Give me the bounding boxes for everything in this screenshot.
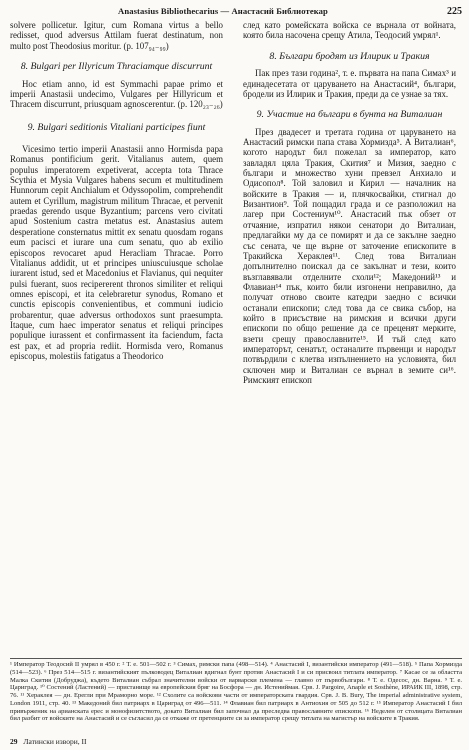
footnote-divider bbox=[10, 658, 462, 659]
footnotes-text: ¹ Император Теодосий II умрял в 450 г. ² Т. е. 501—502 г. ³ Симах, римски папа (498—514). ⁴ Анастасий I, византийски император (491—518). ⁵ Папа Хормизда (514—523). ⁶ През 514—515 г. византийският пълководец Виталиан вдигнал бунт против Анастасий I и си присвоил титлата император. ⁷ Касае се за областта Малка Скития (Добруджа), където Виталиан събрал значителни войски от варварски племена — главно от първобългари. ⁸ Т. е. Одесос, дн. Варна. ⁹ Т. е. Цариград. ¹⁰ Состений (Ластений) — пристанище на европейския бряг на Босфора — дн. Истениймая. Срв. J. Pargoire, Anaple et Sosthène, ИРАИК III, 1898, стр. 76. ¹¹ Хераклея — дн. Ерегли при Мраморно море. ¹² Схолите са войскови части от императорската гвардия. Срв. J. B. Bury, The imperial administrative system, London 1911, стр. 40. ¹³ Македоний бил патриарх в Цариград от 496—511. ¹⁴ Флавиан бил патриарх в Антиохия от 505 до 512 г. ¹⁵ Император Анастасий I бил привърженик на арианската ерес и монофизитството, докато Виталиан бил започнал да преследва православните епископи. ¹⁶ Неделен от столицата Виталиан бил разбит от войските на Анастасий и се съгласил да се откаже от претенциите си за император срещу титлата на магистър на войските в Тракия. bbox=[10, 661, 462, 723]
bulgarian-section-8-paragraph: Пак през тази година², т. е. първата на папа Симах³ и единадесетата от царуването на Анастасий⁴, българи, бродели из Илирик и Тракия, преди да се узнае за тях. bbox=[243, 68, 456, 99]
latin-column bbox=[10, 20, 223, 361]
latin-intro-paragraph: solvere pollicetur. Igitur, cum Romana virtus a bello redisset, quod adversus Attilam fuerat destinatum, non multo post Theodosius moritur. (p. 107₉₄₋₉₉) bbox=[10, 20, 223, 51]
bulgarian-section-9-heading: 9. Участие на българи в бунта на Виталиан bbox=[256, 109, 443, 121]
page-footer bbox=[10, 737, 87, 746]
signature-mark: 29 bbox=[10, 737, 18, 746]
running-header bbox=[10, 5, 462, 18]
latin-section-8-paragraph: Hoc etiam anno, id est Symmachi papae primo et imperii Anastasii undecimo, Vulgares per Hillyricum et Thracem discurrunt, priusquam agnoscerentur. (p. 120₂₃₋₂₆) bbox=[10, 78, 223, 110]
bulgarian-section-8-heading: 8. Българи бродят из Илирик и Тракия bbox=[269, 50, 430, 62]
book-title: Латински извори, II bbox=[23, 737, 87, 746]
footnotes bbox=[10, 658, 462, 723]
running-title: Anastasius Bibliothecarius — Анастасий Библиотекар bbox=[118, 6, 328, 16]
latin-section-8-heading: 8. Bulgari per Illyricum Thraciamque discurrunt bbox=[20, 61, 213, 73]
bulgarian-column bbox=[243, 20, 456, 385]
bulgarian-intro-paragraph: след като ромейската войска се върнала от войната, която била насочена срещу Атила, Теодосий умрял¹. bbox=[243, 20, 456, 41]
bulgarian-section-9-paragraph: През двадесет и третата година от царуването на Анастасий римски папа става Хормизда⁵. А Виталиан⁶, когото народът бил пожелал за император, като завладял цяла Тракия, Скития⁷ и Мизия, заедно с българи и множество хуни превзел Анхиало и Одисопол⁸. Той заловил и Кирил — началник на войските в Тракия — и, плячкосвайки, стигнал до Византион⁹. Той пощадил града и се разположил на лагер при Состениум¹⁰. Анастасий пък обзет от отчаяние, изпратил някои сенатори до Виталиан, предлагайки му да се помирят и да се закълне заедно със сената, че ще върне от заточение епископите в Тракийска Хераклея¹¹. След това Виталиан допълнително поискал да се закълнат и тези, които възглавявали отделните схоли¹²; Македоний¹³ и Флавиан¹⁴ пък, които били изгонени неправилно, да получат отново своите катедри заедно с всички останали епископи; след това да се свика събор, на който в присъствие на римския и всички други епископи по общо решение да се преценят мерките, взети срещу православните¹⁵. И тъй след като императорът, сенатът, останалите първенци и народът потвърдили с клетва изпълнението на условията, бил сключен мир и Виталиан се върнал в земите си¹⁶. Римският епископ bbox=[243, 126, 456, 385]
latin-section-9-paragraph: Vicesimo tertio imperii Anastasii anno Hormisda papa Romanus pontificium gerit. Vitalianus autem, quem populus imperatorem expetiverat, accepta tota Thrace Scythia et Mysia Vulgares habens secum et multitudinem Hunnorum cepit Anchialum et Odyssopolim, comprehendit autem et Cyrillum, magistrum militum Thracae, et pervenit praedas gerendo usque Byzantium; parcens vero civitati apud Sostenium castra metatus est. Anastasius autem desperatione consternatus mittit ex senatu quosdam rogans eum pacisci et iurare una cum senatu, quo ab exilio episcopos revocaret apud Heracliam Thracae. Porro Vitalianus addidit, ut et principes uniuscuiusque scholae iurarent istud, sed et Macedonius et Flavianus, qui nequiter pulsi fuerant, suos recipererent thronos similiter et reliqui omnes episcopi, et ita celebraretur synodus, Romano et cunctis episcopis convenientibus, et communi iudicio probarentur, quae adversus orthodoxos sunt praesumpta. Itaque, cum haec imperator senatus et reliqui principes populique iurassent et confirmassent ita faciendum, facta est pax, et ad propria rediit. Hormisda vero, Romanus episcopus, molestiis fatigatus a Theodorico bbox=[10, 144, 223, 361]
latin-section-9-heading: 9. Bulgari seditionis Vitaliani participes fiunt bbox=[27, 121, 206, 133]
page-number: 225 bbox=[447, 6, 462, 17]
